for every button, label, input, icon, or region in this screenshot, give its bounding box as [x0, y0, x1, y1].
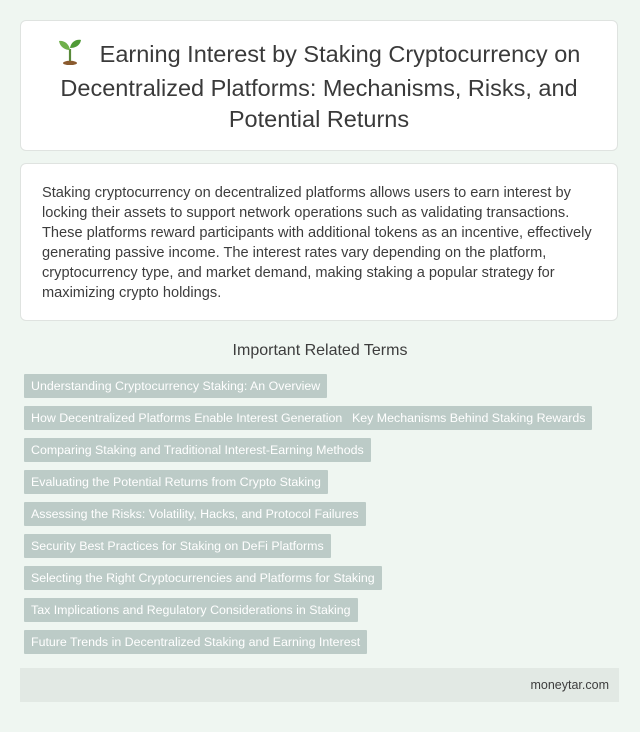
related-term-link[interactable]: Assessing the Risks: Volatility, Hacks, and Protocol Failures: [24, 502, 366, 526]
footer: [20, 668, 619, 702]
summary-card: [20, 163, 618, 321]
related-terms-heading: Important Related Terms: [232, 342, 408, 359]
related-term-link[interactable]: Evaluating the Potential Returns from Crypto Staking: [24, 470, 328, 494]
related-term-link[interactable]: Comparing Staking and Traditional Interest-Earning Methods: [24, 438, 371, 462]
sprout-icon: [58, 37, 82, 73]
related-term-link[interactable]: Selecting the Right Cryptocurrencies and Platforms for Staking: [24, 566, 382, 590]
footer-site-name[interactable]: moneytar.com: [530, 678, 609, 692]
related-term-link[interactable]: Key Mechanisms Behind Staking Rewards: [345, 406, 592, 430]
related-term-link[interactable]: Security Best Practices for Staking on DeFi Platforms: [24, 534, 331, 558]
page-title: [45, 37, 593, 135]
related-term-link[interactable]: Future Trends in Decentralized Staking and Earning Interest: [24, 630, 367, 654]
related-term-link[interactable]: Understanding Cryptocurrency Staking: An Overview: [24, 374, 327, 398]
page-title-text: Earning Interest by Staking Cryptocurrency on Decentralized Platforms: Mechanisms, Risks, and Potential Returns: [60, 40, 581, 132]
related-term-link[interactable]: Tax Implications and Regulatory Considerations in Staking: [24, 598, 358, 622]
related-term-link[interactable]: How Decentralized Platforms Enable Interest Generation: [24, 406, 349, 430]
title-card: [20, 20, 618, 151]
summary-text: Staking cryptocurrency on decentralized platforms allows users to earn interest by locking their assets to support network operations such as validating transactions. These platforms reward participants with additional tokens as an incentive, effectively generating passive income. The interest rates vary depending on the platform, cryptocurrency type, and market demand, making staking a popular strategy for maximizing crypto holdings.: [42, 185, 592, 301]
